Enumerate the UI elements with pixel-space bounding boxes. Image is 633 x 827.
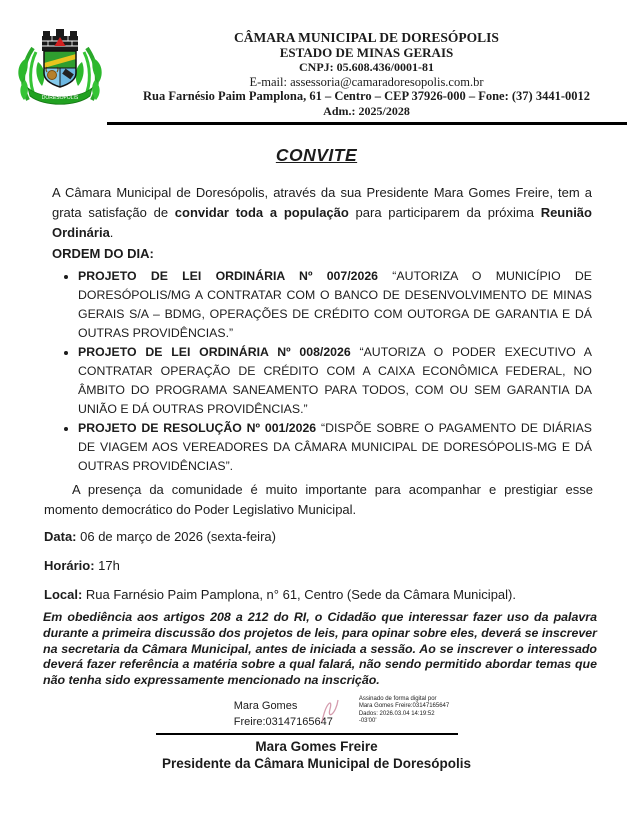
agenda-item-3-title: PROJETO DE RESOLUÇÃO Nº 001/2026 [78,421,317,435]
presence-paragraph: A presença da comunidade é muito importante para acompanhar e prestigiar esse momento democrático do Poder Legislativo Municipal. [44,482,593,517]
agenda-item-1-title: PROJETO DE LEI ORDINÁRIA Nº 007/2026 [78,269,378,283]
mural-crown [42,29,78,51]
signature-line [156,733,458,735]
time-value: 17h [94,558,120,573]
intro-text-3: . [109,225,114,240]
location-value: Rua Farnésio Paim Pamplona, n° 61, Centro (Sede da Câmara Municipal). [82,587,516,602]
agenda-item-2-text: “AUTORIZA O PODER EXECUTIVO A CONTRATAR OPERAÇÃO DE CRÉDITO COM A CAIXA ECONÔMICA FEDERAL, NO ÂMBITO DO PROGRAMA SANEAMENTO PARA TODOS, COM OU SEM GARANTIA DA UNIÃO E DÁ OUTRAS PROVIDÊNCIAS.” [78,345,592,416]
intro-text-1: A Câmara Municipal de Doresópolis, através da sua Presidente Mara Gomes Freire, tem a grata satisfação de [52,185,592,220]
agenda-item-3-text: “DISPÕE SOBRE O PAGAMENTO DE DIÁRIAS DE VIAGEM AOS VEREADORES DA CÂMARA MUNICIPAL DE DORESÓPOLIS-MG E DÁ OUTRAS PROVIDÊNCIAS”. [78,421,592,473]
org-address: Rua Farnésio Paim Pamplona, 61 – Centro – CEP 37926-000 – Fone: (37) 3441-0012 [143,89,590,103]
agenda-list [52,267,592,476]
org-adm-term: Adm.: 2025/2028 [323,103,410,118]
signer-role: Presidente da Câmara Municipal de Doresópolis [161,755,472,771]
banner-ribbon [28,88,92,104]
intro-text-2: para participarem da próxima [348,205,541,220]
agenda-item-1 [78,267,592,343]
banner-text: DORESÓPOLIS [41,95,79,101]
order-of-day-heading: ORDEM DO DIA: [52,246,154,261]
agenda-item-1-text: “AUTORIZA O MUNICÍPIO DE DORESÓPOLIS/MG A CONTRATAR COM O BANCO DE DESENVOLVIMENTO DE MINAS GERAIS S/A – BDMG, OPERAÇÕES DE CRÉDITO COM OUTORGA DE GARANTIA E DÁ OUTRAS PROVIDÊNCIAS.” [78,269,592,340]
coat-of-arms-logo [14,22,106,114]
digital-signature-stamp [234,694,449,732]
date-value: 06 de março de 2026 (sexta-feira) [76,529,276,544]
signature-block [0,694,633,771]
org-cnpj: CNPJ: 05.608.436/0001-81 [299,60,434,74]
signer-name: Mara Gomes Freire [255,738,378,754]
header-divider [107,122,627,125]
org-email: E-mail: assessoria@camaradoresopolis.com.br [249,74,484,89]
regulation-notice: Em obediência aos artigos 208 a 212 do RI, o Cidadão que interessar fazer uso da palavra durante a primeira discussão dos projetos de leis, para opinar sobre eles, deverá se inscrever na secretaria da Câmara Municipal, antes de iniciada a sessão. Ao se inscrever o interessado deverá fazer referência a matéria sobre a qual falará, não sendo permitido abordar temas que não tenha sido expressamente mencionado na inscrição. [43,610,597,688]
intro-bold-2: Reunião Ordinária [52,205,592,240]
document-title: CONVITE [275,145,358,165]
shield [44,51,76,90]
stamp-details: Assinado de forma digital por Mara Gomes Freire:03147165647 Dados: 2026.03.04 14:19:52 -03'00' [358,695,450,725]
date-label: Data: [44,529,77,544]
agenda-item-2-title: PROJETO DE LEI ORDINÁRIA Nº 008/2026 [78,345,351,359]
org-name: CÂMARA MUNICIPAL DE DORESÓPOLIS [234,30,499,45]
agenda-item-2 [78,343,592,419]
letterhead [0,0,633,118]
org-state: ESTADO DE MINAS GERAIS [279,44,454,60]
location-label: Local: [44,587,83,602]
intro-bold-1: convidar toda a população [174,205,349,220]
date-line [44,530,593,543]
signature-flourish-icon [316,694,342,728]
stamp-signer-name: Mara Gomes Freire:03147165647 [233,699,333,728]
bull-head [48,71,57,80]
location-line [44,588,593,601]
letterhead-text [106,22,633,118]
time-label: Horário: [44,558,95,573]
time-line [44,559,593,572]
intro-paragraph [52,183,592,243]
agenda-item-3 [78,419,592,476]
